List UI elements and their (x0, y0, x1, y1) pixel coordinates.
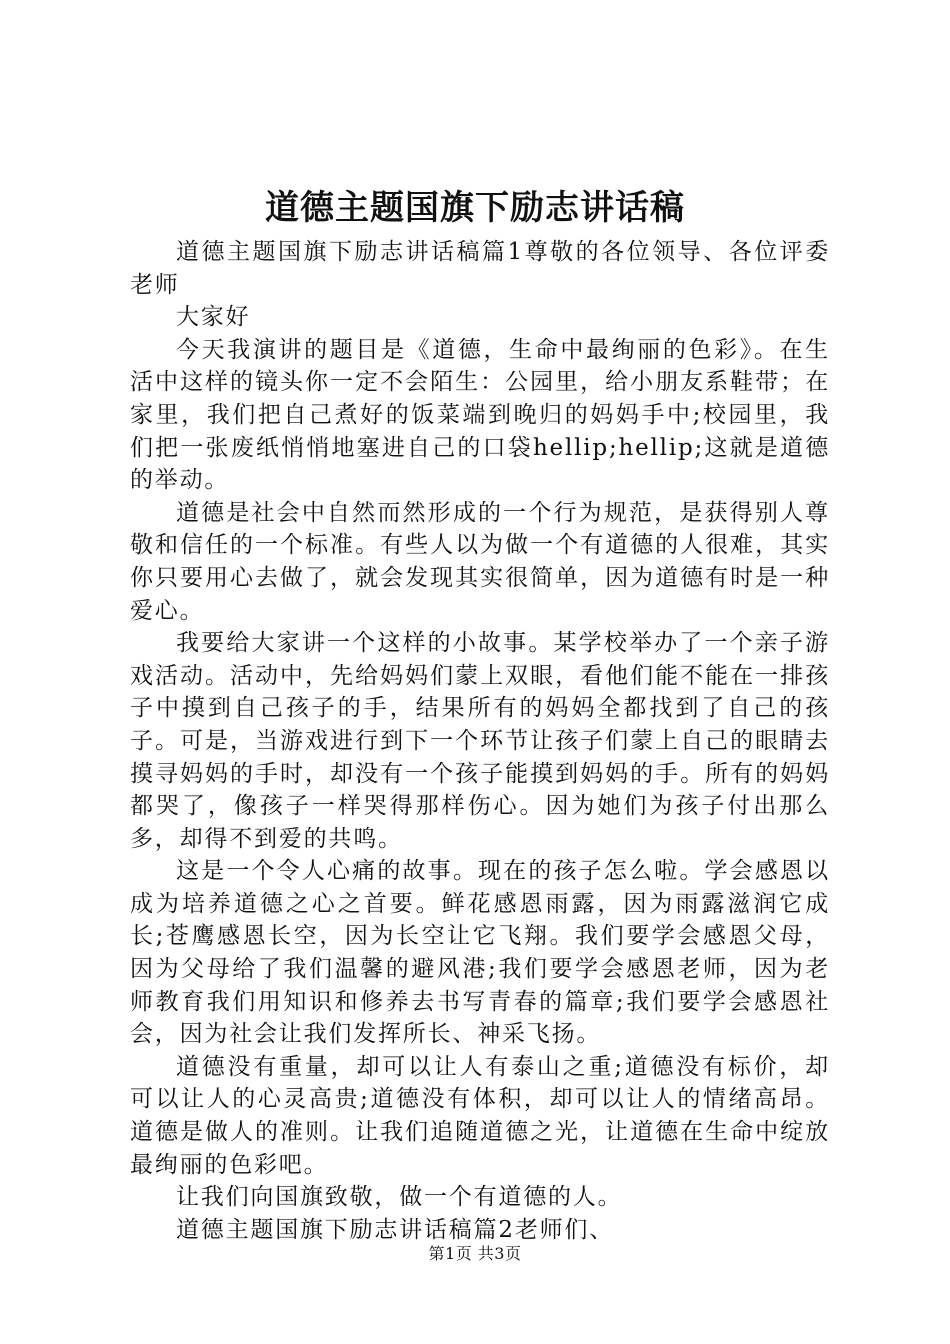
paragraph-3: 今天我演讲的题目是《道德，生命中最绚丽的色彩》。在生活中这样的镜头你一定不会陌生：公园里，给小朋友系鞋带；在家里，我们把自己煮好的饭菜端到晚归的妈妈手中;校园里，我们把一张废纸悄悄地塞进自己的口袋hellip;hellip;这就是道德的举动。 (130, 336, 830, 494)
paragraph-1: 道德主题国旗下励志讲话稿篇1尊敬的各位领导、各位评委老师 (130, 239, 830, 298)
paragraph-5: 我要给大家讲一个这样的小故事。某学校举办了一个亲子游戏活动。活动中，先给妈妈们蒙上双眼，看他们能不能在一排孩子中摸到自己孩子的手，结果所有的妈妈全都找到了自己的孩子。可是，当游戏进行到下一个环节让孩子们蒙上自己的眼睛去摸寻妈妈的手时，却没有一个孩子能摸到妈妈的手。所有的妈妈都哭了，像孩子一样哭得那样伤心。因为她们为孩子付出那么多，却得不到爱的共鸣。 (130, 630, 830, 852)
paragraph-8: 让我们向国旗致敬，做一个有道德的人。 (176, 1184, 623, 1211)
paragraph-9: 道德主题国旗下励志讲话稿篇2老师们、 (176, 1216, 615, 1243)
page-number-footer: 第1页 共3页 (428, 1244, 522, 1263)
paragraph-2: 大家好 (176, 304, 251, 331)
paragraph-7: 道德没有重量，却可以让人有泰山之重;道德没有标价，却可以让人的心灵高贵;道德没有体积，却可以让人的情绪高昂。道德是做人的准则。让我们追随道德之光，让道德在生命中绽放最绚丽的色彩吧。 (130, 1053, 830, 1178)
paragraph-6: 这是一个令人心痛的故事。现在的孩子怎么啦。学会感恩以成为培养道德之心之首要。鲜花感恩雨露，因为雨露滋润它成长;苍鹰感恩长空，因为长空让它飞翔。我们要学会感恩父母，因为父母给了我们温馨的避风港;我们要学会感恩老师，因为老师教育我们用知识和修养去书写青春的篇章;我们要学会感恩社会，因为社会让我们发挥所长、神采飞扬。 (130, 858, 830, 1048)
document-title: 道德主题国旗下励志讲话稿 (265, 188, 685, 228)
document-body (130, 236, 830, 1246)
paragraph-4: 道德是社会中自然而然形成的一个行为规范，是获得别人尊敬和信任的一个标准。有些人以为做一个有道德的人很难，其实你只要用心去做了，就会发现其实很简单，因为道德有时是一种爱心。 (130, 499, 830, 624)
